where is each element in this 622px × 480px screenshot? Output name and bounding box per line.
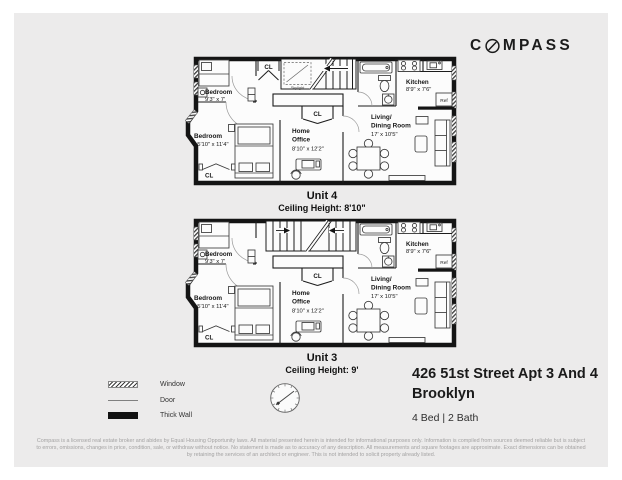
legend [108,380,192,427]
unit-4-caption [186,190,458,213]
floor-plan-unit-4-drawing [186,56,458,186]
address-line-1: 426 51st Street Apt 3 And 4 [412,366,598,382]
thick-wall-swatch-icon [108,412,138,419]
beds-baths: 4 Bed | 2 Bath [412,412,479,424]
address-city: Brooklyn [412,385,475,402]
floor-plan-unit-3 [186,218,458,348]
legend-window-label: Window [160,381,185,388]
window-swatch-icon [108,381,138,388]
legend-row-window [108,380,192,389]
compass-logo [470,37,573,55]
compass-o-icon [484,38,501,54]
compass-rose-icon [267,380,303,416]
legend-door-label: Door [160,396,176,404]
unit-4-title: Unit 4 [306,190,338,202]
door-swatch-icon [108,400,138,401]
legend-row-door [108,396,192,405]
logo-letter-c: C [470,37,485,54]
logo-letters-mpass: MPASS [502,37,573,54]
listing-info [412,365,598,424]
unit-4-ceiling-height: Ceiling Height: 8'10" [278,203,366,213]
unit-3-ceiling-height: Ceiling Height: 9' [285,365,359,375]
floor-plan-unit-3-drawing [186,218,458,348]
disclaimer: Compass is a licensed real estate broker and abides by Equal Housing Opportunity laws. All material presented herein is intended for informational purposes only. Information is compiled from sources deemed reliable but is subject to errors, omissions, changes in price, condition, sale, or withdraw without notice. No statement is made as to accuracy of any description. All measurements and square footages are approximate. Exact dimensions can be obtained by retaining the services of an architect or engineer. This is not intended to solicit property already listed. [36,438,586,458]
unit-3-title: Unit 3 [306,352,338,364]
legend-row-thick-wall [108,411,192,420]
floor-plan-unit-4 [186,56,458,186]
floor-plan-sheet [14,13,608,467]
legend-thick-wall-label: Thick Wall [160,412,193,419]
